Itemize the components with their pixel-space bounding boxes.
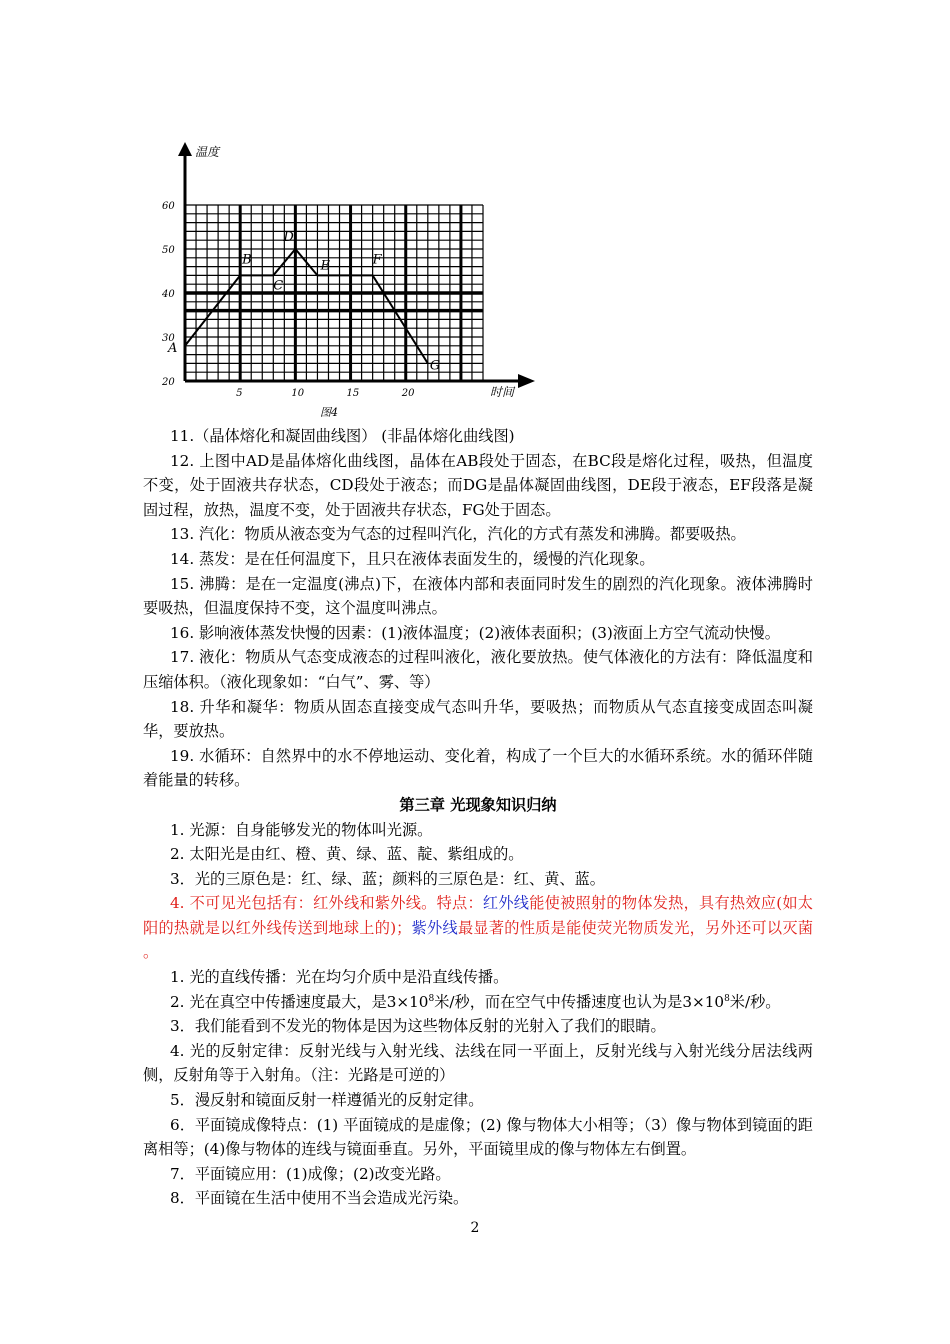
infrared-desc: 能使被照射的物体发热，具有热效应(如太阳的热就是以红外线传送到地球上的)； bbox=[143, 894, 813, 937]
paragraph-14: 14. 蒸发：是在任何温度下，且只在液体表面发生的，缓慢的汽化现象。 bbox=[170, 549, 655, 568]
propagation-item-6: 6．平面镜成像特点：(1) 平面镜成的是虚像；(2) 像与物体大小相等；（3）像与物体到镜面的距离相等；(4)像与物体的连线与镜面垂直。另外，平面镜里成的像与物体左右倒置。 bbox=[143, 1115, 813, 1159]
ultraviolet-desc: 最显著的性质是能使荧光物质发光，另外还可以灭菌 。 bbox=[143, 918, 814, 962]
y-tick-label: 40 bbox=[162, 289, 175, 300]
paragraph-19: 19. 水循环：自然界中的水不停地运动、变化着，构成了一个巨大的水循环系统。水的循环伴随着能量的转移。 bbox=[143, 746, 813, 790]
point-label: E bbox=[320, 258, 330, 274]
propagation-item-3: 3．我们能看到不发光的物体是因为这些物体反射的光射入了我们的眼睛。 bbox=[170, 1017, 666, 1036]
propagation-item-5: 5．漫反射和镜面反射一样遵循光的反射定律。 bbox=[170, 1091, 484, 1110]
point-label: F bbox=[372, 252, 382, 268]
item4-number: 4. bbox=[170, 894, 190, 913]
speed-mid: 米/秒，而在空气中传播速度也认为是3×10 bbox=[434, 992, 725, 1011]
x-tick-label: 10 bbox=[291, 388, 305, 399]
point-label: A bbox=[168, 340, 178, 356]
figure-caption: 图4 bbox=[320, 406, 338, 419]
propagation-item-1: 1. 光的直线传播：光在均匀介质中是沿直线传播。 bbox=[170, 968, 509, 987]
y-tick-label: 60 bbox=[162, 201, 175, 212]
speed-pre: 2. 光在真空中传播速度最大，是3×10 bbox=[170, 992, 429, 1011]
speed-exp-2: 8 bbox=[724, 993, 730, 1004]
speed-exp-1: 8 bbox=[428, 993, 435, 1004]
y-tick-label: 30 bbox=[162, 333, 175, 344]
paragraph-16: 16. 影响液体蒸发快慢的因素：(1)液体温度；(2)液体表面积；(3)液面上方空气流动快慢。 bbox=[170, 623, 780, 642]
item4-intro: 不可见光包括有：红外线和紫外线。特点： bbox=[189, 894, 483, 913]
x-tick-label: 15 bbox=[346, 388, 360, 399]
y-axis-arrow bbox=[178, 142, 192, 156]
point-label: D bbox=[283, 230, 294, 245]
paragraph-13: 13. 汽化：物质从液态变为气态的过程叫汽化，汽化的方式有蒸发和沸腾。都要吸热。 bbox=[170, 525, 746, 544]
y-axis-label: 温度 bbox=[195, 145, 220, 159]
speed-post: 米/秒。 bbox=[729, 992, 781, 1011]
light-item-1: 1. 光源：自身能够发光的物体叫光源。 bbox=[170, 820, 433, 839]
point-label: C bbox=[273, 278, 284, 294]
propagation-item-4: 4. 光的反射定律：反射光线与入射光线、法线在同一平面上，反射光线与入射光线分居法线两侧，反射角等于入射角。（注：光路是可逆的） bbox=[143, 1041, 813, 1085]
propagation-item-7: 7．平面镜应用：(1)成像；(2)改变光路。 bbox=[170, 1164, 451, 1183]
paragraph-15: 15. 沸腾：是在一定温度(沸点)下，在液体内部和表面同时发生的剧烈的汽化现象。液体沸腾时要吸热，但温度保持不变，这个温度叫沸点。 bbox=[143, 574, 813, 618]
paragraph-12: 12. 上图中AD是晶体熔化曲线图，晶体在AB段处于固态，在BC段是熔化过程，吸热，但温度不变，处于固液共存状态，CD段处于液态；而DG是晶体凝固曲线图，DE段于液态，EF段落是凝固过程，放热，温度不变，处于固液共存状态，FG处于固态。 bbox=[143, 451, 813, 519]
infrared-term: 红外线 bbox=[482, 894, 530, 913]
x-axis-arrow bbox=[518, 374, 535, 388]
y-tick-label: 50 bbox=[162, 245, 175, 256]
document-body bbox=[143, 424, 813, 1211]
page-number: 2 bbox=[470, 1220, 480, 1236]
y-tick-label: 20 bbox=[162, 377, 175, 388]
light-item-2: 2. 太阳光是由红、橙、黄、绿、蓝、靛、紫组成的。 bbox=[170, 845, 524, 864]
paragraph-11: 11.（晶体熔化和凝固曲线图） (非晶体熔化曲线图) bbox=[170, 427, 515, 445]
chapter-heading: 第三章 光现象知识归纳 bbox=[399, 795, 557, 814]
x-tick-label: 20 bbox=[401, 388, 415, 399]
light-item-4 bbox=[143, 891, 813, 965]
x-axis-label: 时间 bbox=[490, 385, 515, 399]
light-item-3: 3．光的三原色是：红、绿、蓝；颜料的三原色是：红、黄、蓝。 bbox=[170, 869, 605, 888]
melting-curve-chart bbox=[150, 128, 570, 428]
ultraviolet-term: 紫外线 bbox=[411, 918, 458, 937]
x-tick-label: 5 bbox=[236, 388, 243, 399]
paragraph-17: 17. 液化：物质从气态变成液态的过程叫液化，液化要放热。使气体液化的方法有：降低温度和压缩体积。（液化现象如：“白气”、雾、等） bbox=[143, 648, 813, 691]
propagation-item-2 bbox=[143, 990, 813, 1015]
point-label: B bbox=[242, 252, 252, 268]
point-label: G bbox=[429, 358, 441, 374]
paragraph-18: 18. 升华和凝华：物质从固态直接变成气态叫升华，要吸热；而物质从气态直接变成固态叫凝华，要放热。 bbox=[143, 697, 813, 741]
temperature-time-figure bbox=[150, 128, 570, 428]
propagation-item-8: 8．平面镜在生活中使用不当会造成光污染。 bbox=[170, 1189, 469, 1208]
